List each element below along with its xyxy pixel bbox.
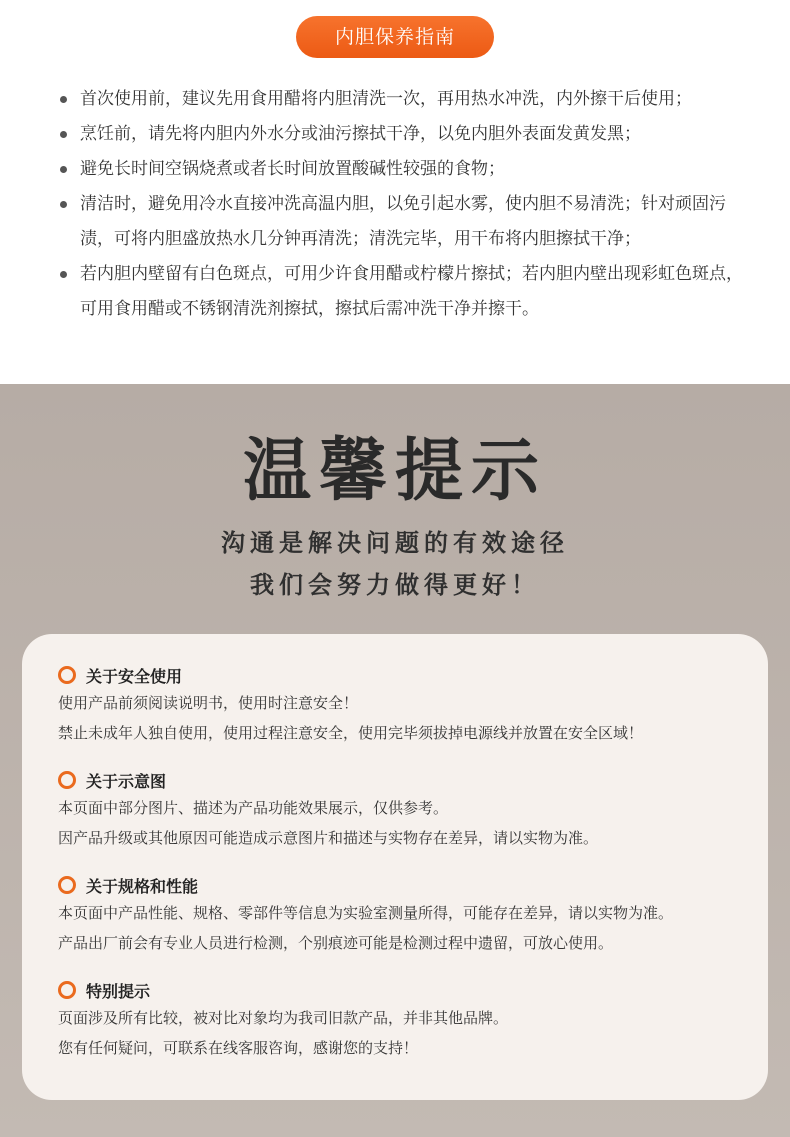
care-guide-section [0, 0, 790, 384]
warm-tips-section [0, 384, 790, 1137]
circle-bullet-icon [58, 771, 76, 789]
warm-tips-title: 温馨提示 [242, 432, 547, 511]
care-guide-list [60, 82, 750, 327]
tip-section-illustration [58, 767, 748, 853]
tip-section-specs [58, 872, 748, 958]
tip-section-title: 关于安全使用 [86, 666, 183, 686]
tip-section-line: 禁止未成年人独自使用，使用过程注意安全，使用完毕须拔掉电源线并放置在安全区域！ [58, 724, 644, 742]
tip-section-line: 您有任何疑问，可联系在线客服咨询，感谢您的支持！ [58, 1039, 419, 1057]
tip-section-line: 本页面中产品性能、规格、零部件等信息为实验室测量所得，可能存在差异，请以实物为准。 [58, 904, 674, 922]
care-guide-item: 清洁时，避免用冷水直接冲洗高温内胆，以免引起水雾，使内胆不易清洗；针对顽固污渍，可将内胆盛放热水几分钟再清洗；清洗完毕，用干布将内胆擦拭干净； [60, 187, 750, 257]
tips-card [22, 634, 768, 1100]
tip-section-line: 本页面中部分图片、描述为产品功能效果展示，仅供参考。 [58, 799, 449, 817]
tip-section-line: 使用产品前须阅读说明书，使用时注意安全！ [58, 694, 359, 712]
care-guide-item: 若内胆内壁留有白色斑点，可用少许食用醋或柠檬片擦拭；若内胆内壁出现彩虹色斑点，可用食用醋或不锈钢清洗剂擦拭，擦拭后需冲洗干净并擦干。 [60, 257, 750, 327]
circle-bullet-icon [58, 666, 76, 684]
care-guide-title-badge: 内胆保养指南 [296, 16, 494, 58]
tip-section-title: 关于示意图 [86, 771, 167, 791]
care-guide-item: 首次使用前，建议先用食用醋将内胆清洗一次，再用热水冲洗，内外擦干后使用； [60, 82, 750, 117]
tip-section-title: 特别提示 [86, 981, 151, 1001]
tip-section-title: 关于规格和性能 [86, 876, 199, 896]
care-guide-item: 避免长时间空锅烧煮或者长时间放置酸碱性较强的食物； [60, 152, 750, 187]
tip-section-special [58, 977, 748, 1063]
tip-section-safety [58, 662, 748, 748]
warm-tips-subtitle: 我们会努力做得更好！ [250, 571, 540, 599]
warm-tips-subtitle: 沟通是解决问题的有效途径 [221, 529, 569, 557]
care-guide-item: 烹饪前，请先将内胆内外水分或油污擦拭干净，以免内胆外表面发黄发黑； [60, 117, 750, 152]
circle-bullet-icon [58, 876, 76, 894]
tip-section-line: 产品出厂前会有专业人员进行检测，个别痕迹可能是检测过程中遗留，可放心使用。 [58, 934, 614, 952]
tip-section-line: 页面涉及所有比较，被对比对象均为我司旧款产品，并非其他品牌。 [58, 1009, 509, 1027]
circle-bullet-icon [58, 981, 76, 999]
tip-section-line: 因产品升级或其他原因可能造成示意图片和描述与实物存在差异，请以实物为准。 [58, 829, 599, 847]
